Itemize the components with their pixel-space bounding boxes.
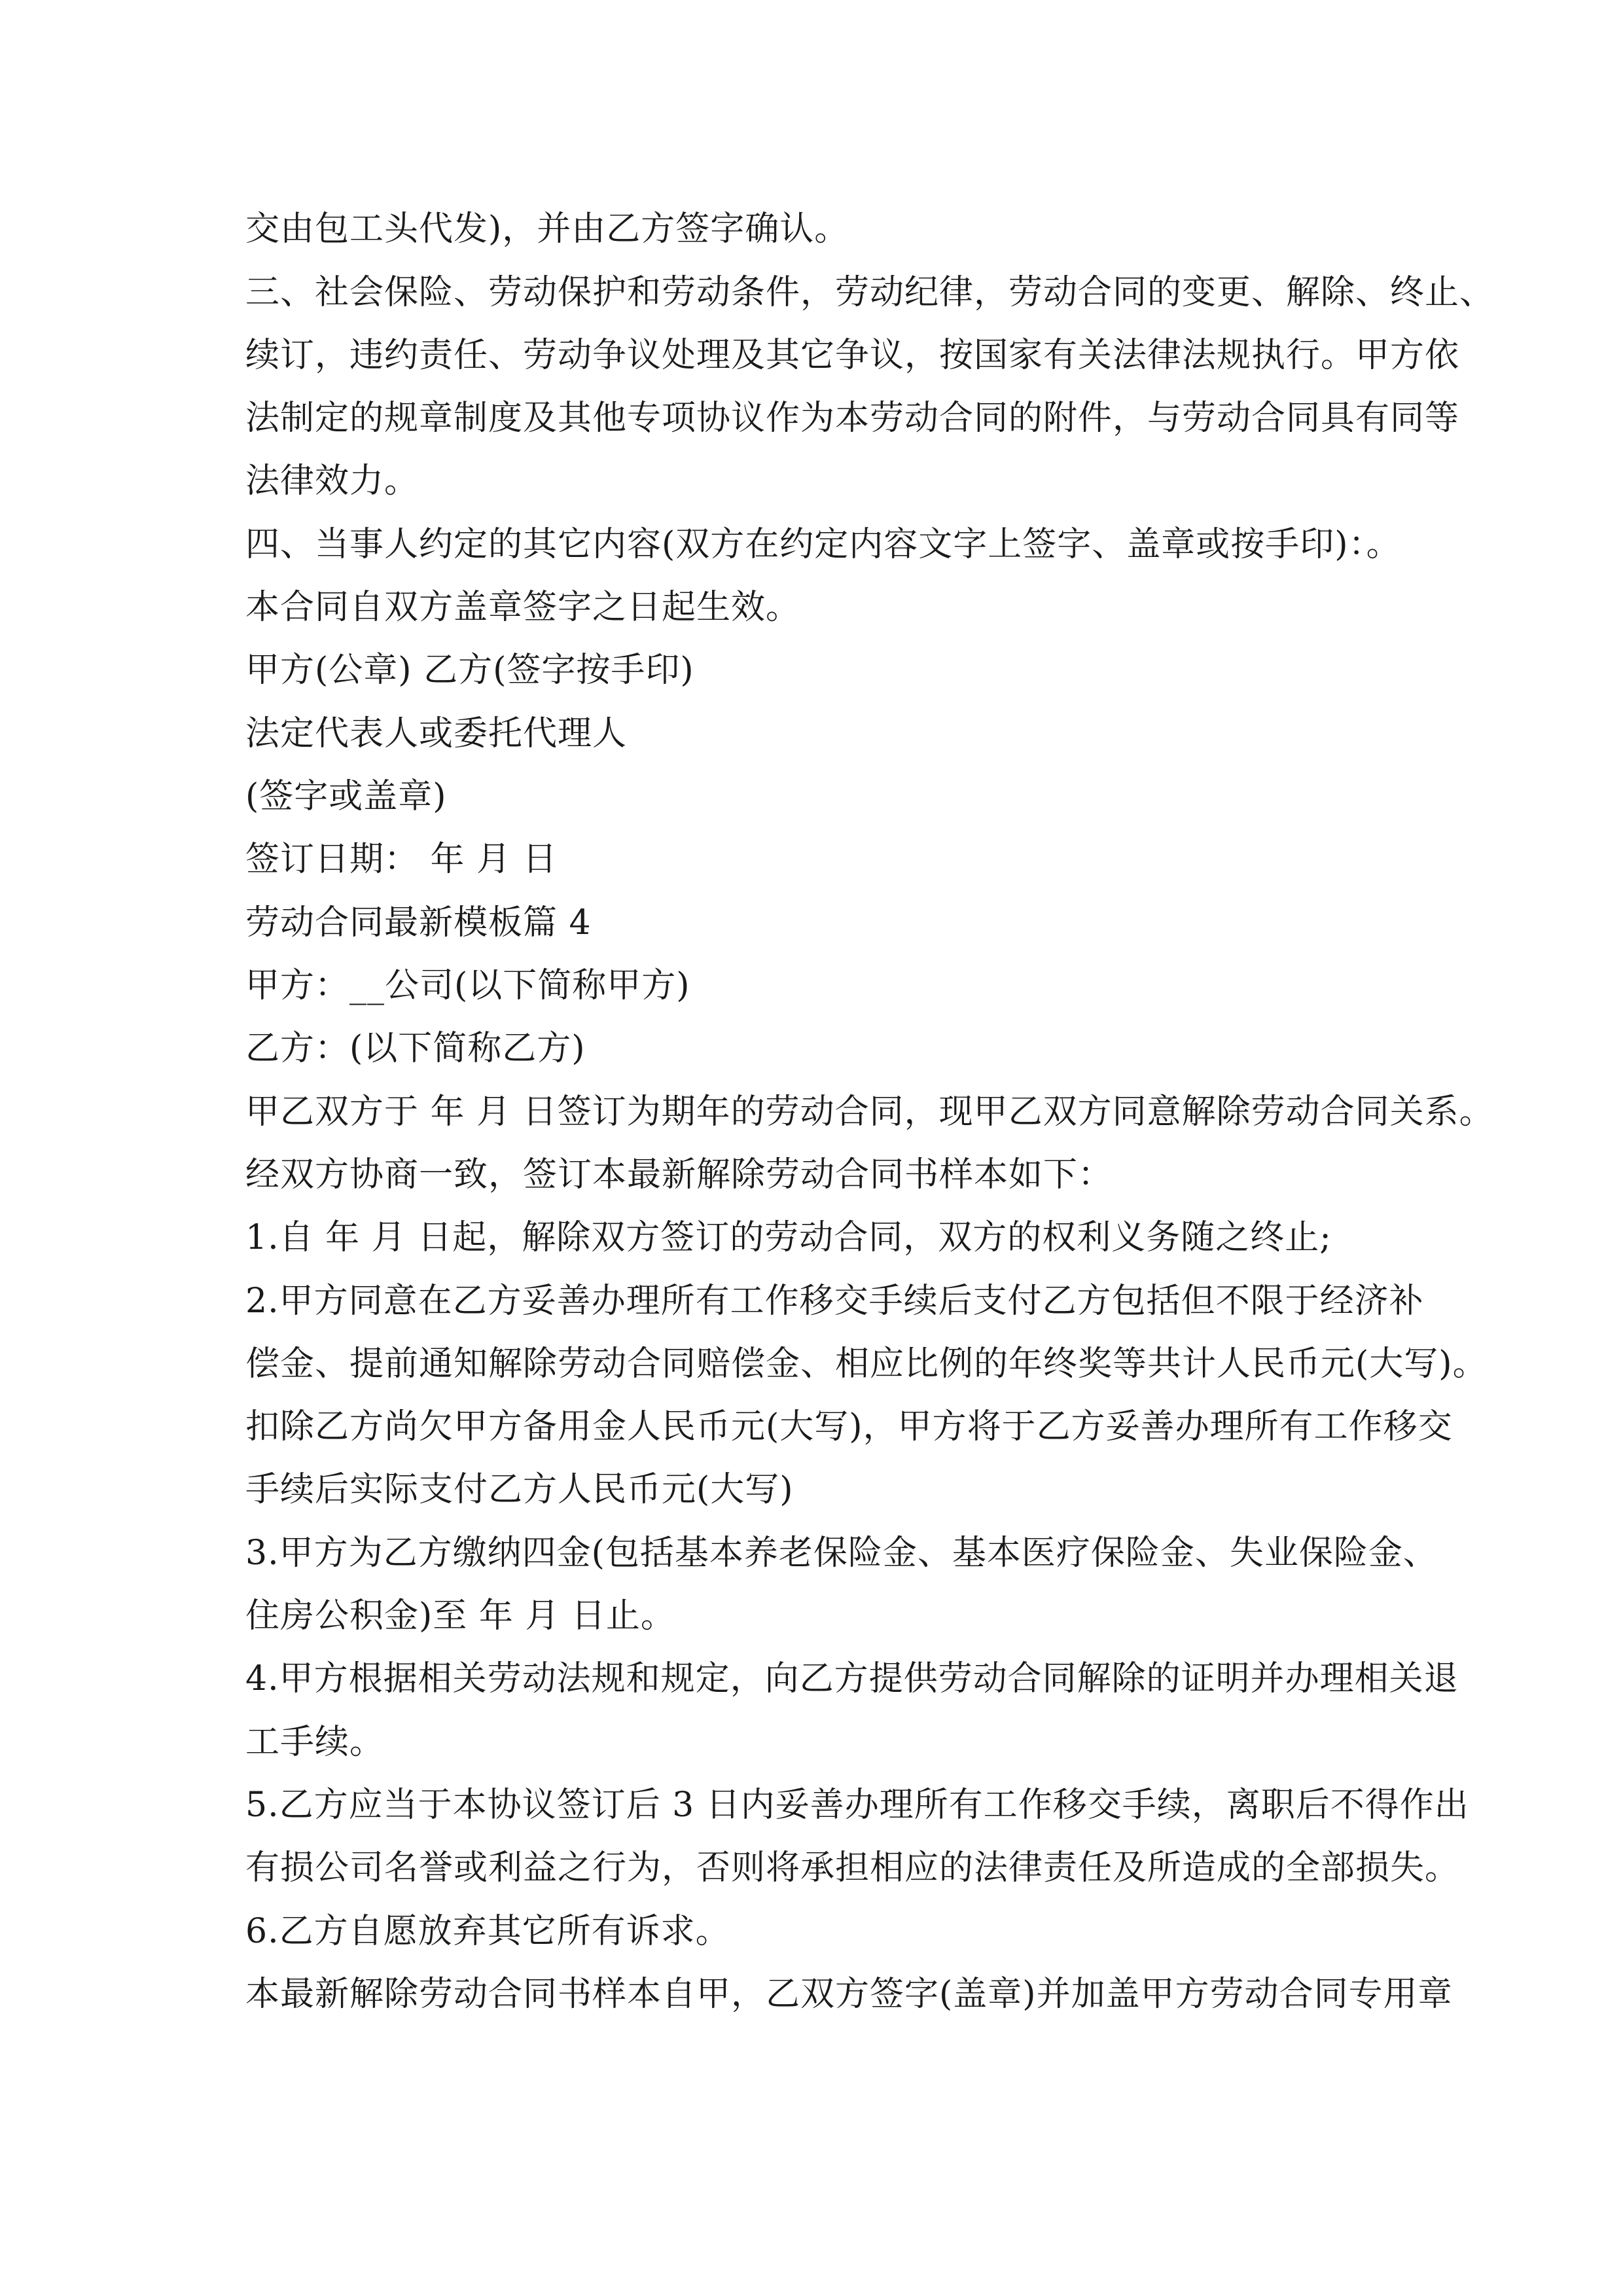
text-line: 手续后实际支付乙方人民币元(大写) xyxy=(245,1470,794,1509)
text-line: 6.乙方自愿放弃其它所有诉求。 xyxy=(245,1912,730,1951)
text-line: 续订，违约责任、劳动争议处理及其它争议，按国家有关法律法规执行。甲方依 xyxy=(245,336,1460,375)
text-line: 劳动合同最新模板篇 4 xyxy=(245,903,592,942)
text-line: 偿金、提前通知解除劳动合同赔偿金、相应比例的年终奖等共计人民币元(大写)。 xyxy=(245,1344,1488,1384)
text-line: 有损公司名誉或利益之行为，否则将承担相应的法律责任及所造成的全部损失。 xyxy=(245,1848,1460,1888)
text-line: 三、社会保险、劳动保护和劳动条件，劳动纪律，劳动合同的变更、解除、终止、 xyxy=(245,273,1495,312)
text-line: 法制定的规章制度及其他专项协议作为本劳动合同的附件，与劳动合同具有同等 xyxy=(245,399,1460,438)
text-line: 本最新解除劳动合同书样本自甲，乙双方签字(盖章)并加盖甲方劳动合同专用章 xyxy=(245,1975,1453,2014)
text-line: 甲方(公章) 乙方(签字按手印) xyxy=(245,651,694,690)
text-line: 甲乙双方于 年 月 日签订为期年的劳动合同，现甲乙双方同意解除劳动合同关系。 xyxy=(245,1092,1494,1132)
text-line: (签字或盖章) xyxy=(245,777,447,816)
text-line: 法定代表人或委托代理人 xyxy=(245,714,628,753)
text-line: 1.自 年 月 日起，解除双方签订的劳动合同，双方的权利义务随之终止; xyxy=(245,1218,1332,1257)
text-line: 交由包工头代发)，并由乙方签字确认。 xyxy=(245,209,849,249)
text-line: 乙方：(以下简称乙方) xyxy=(245,1029,586,1068)
text-line: 甲方：__公司(以下简称甲方) xyxy=(245,966,690,1005)
text-line: 签订日期： 年 月 日 xyxy=(245,840,558,879)
text-line: 住房公积金)至 年 月 日止。 xyxy=(245,1596,675,1636)
text-line: 扣除乙方尚欠甲方备用金人民币元(大写)，甲方将于乙方妥善办理所有工作移交 xyxy=(245,1407,1453,1446)
text-line: 经双方协商一致，签订本最新解除劳动合同书样本如下： xyxy=(245,1155,1113,1194)
text-line: 4.甲方根据相关劳动法规和规定，向乙方提供劳动合同解除的证明并办理相关退 xyxy=(245,1659,1459,1698)
text-line: 四、当事人约定的其它内容(双方在约定内容文字上签字、盖章或按手印)：。 xyxy=(245,525,1401,564)
text-line: 法律效力。 xyxy=(245,461,419,501)
text-line: 2.甲方同意在乙方妥善办理所有工作移交手续后支付乙方包括但不限于经济补 xyxy=(245,1282,1424,1321)
text-line: 本合同自双方盖章签字之日起生效。 xyxy=(245,588,801,627)
text-line: 3.甲方为乙方缴纳四金(包括基本养老保险金、基本医疗保险金、失业保险金、 xyxy=(245,1534,1438,1573)
text-line: 工手续。 xyxy=(245,1723,385,1762)
text-line: 5.乙方应当于本协议签订后 3 日内妥善办理所有工作移交手续，离职后不得作出 xyxy=(245,1785,1469,1825)
